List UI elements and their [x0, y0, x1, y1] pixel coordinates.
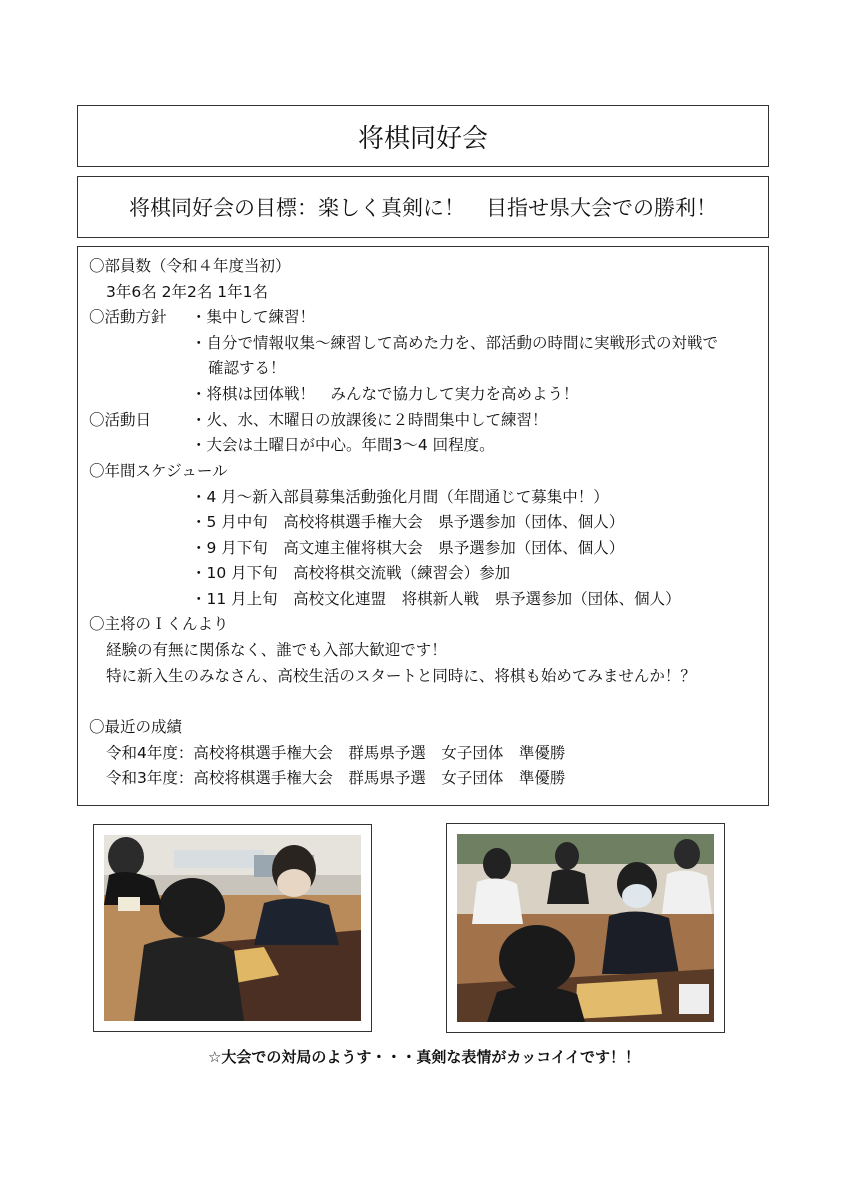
policy-item: ・自分で情報収集～練習して高めた力を、部活動の時間に実戦形式の対戦で [191, 334, 719, 352]
schedule-heading: 〇年間スケジュール [89, 462, 228, 480]
content-box [77, 246, 769, 806]
captain-heading: 〇主将のＩくんより [89, 615, 229, 633]
days-item: ・大会は土曜日が中心。年間3～4 回程度。 [191, 436, 495, 454]
match-photo-right [446, 823, 725, 1033]
days-item: ・火、水、木曜日の放課後に２時間集中して練習！ [191, 411, 548, 429]
schedule-item: ・11 月上旬 高校文化連盟 将棋新人戦 県予選参加（団体、個人） [191, 590, 681, 608]
policy-item: ・将棋は団体戦！ みんなで協力して実力を高めよう！ [191, 385, 579, 403]
schedule-item: ・10 月下旬 高校将棋交流戦（練習会）参加 [191, 564, 511, 582]
match-photo-right-image [457, 834, 714, 1022]
match-photo-left-image [104, 835, 361, 1021]
captain-line: 経験の有無に関係なく、誰でも入部大歓迎です！ [106, 641, 447, 659]
match-photo-left [93, 824, 372, 1032]
schedule-item: ・4 月～新入部員募集活動強化月間（年間通じて募集中！） [191, 488, 609, 506]
results-line: 令和3年度：高校将棋選手権大会 群馬県予選 女子団体 準優勝 [106, 769, 566, 787]
members-detail: 3年6名 2年2名 1年1名 [106, 283, 269, 301]
goal-text: 将棋同好会の目標：楽しく真剣に！ 目指せ県大会での勝利！ [129, 196, 717, 220]
members-heading: 〇部員数（令和４年度当初） [89, 257, 291, 275]
schedule-item: ・5 月中旬 高校将棋選手権大会 県予選参加（団体、個人） [191, 513, 625, 531]
results-heading: 〇最近の成績 [89, 718, 183, 736]
results-line: 令和4年度：高校将棋選手権大会 群馬県予選 女子団体 準優勝 [106, 744, 566, 762]
photo-caption: ☆大会での対局のようす・・・真剣な表情がカッコイイです！！ [207, 1048, 641, 1066]
goal-box [77, 176, 769, 238]
page-title: 将棋同好会 [357, 123, 488, 154]
schedule-item: ・9 月下旬 高文連主催将棋大会 県予選参加（団体、個人） [191, 539, 625, 557]
policy-item: ・集中して練習！ [191, 308, 316, 326]
captain-line: 特に新入生のみなさん、高校生活のスタートと同時に、将棋も始めてみませんか！？ [106, 667, 696, 685]
policy-item: 確認する！ [208, 359, 286, 377]
policy-heading: 〇活動方針 [89, 308, 167, 326]
days-heading: 〇活動日 [89, 411, 152, 429]
page-title-box [77, 105, 769, 167]
